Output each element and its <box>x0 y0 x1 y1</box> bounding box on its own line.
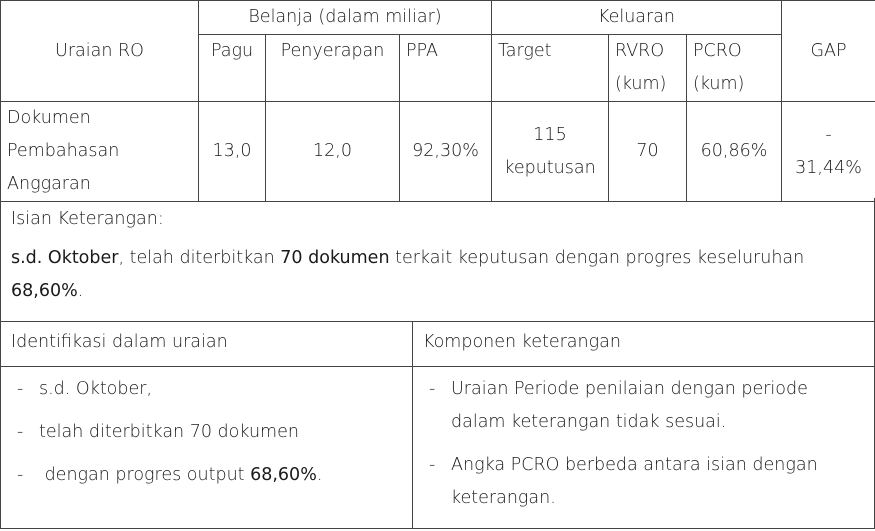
item-text: telah diterbitkan 70 dokumen <box>39 422 299 442</box>
dash-marker: - <box>429 379 436 399</box>
cell-gap <box>782 102 875 202</box>
uraian-line-2: Pembahasan <box>7 141 120 161</box>
header-pcro-label: PCRO <box>693 41 742 61</box>
cell-target <box>492 102 609 202</box>
item-text: Uraian Periode penilaian dengan periode dalam keterangan tidak sesuai. <box>451 379 808 432</box>
list-item <box>11 459 402 492</box>
cell-pagu: 13,0 <box>199 102 266 202</box>
note-progress: 68,60% <box>11 281 78 301</box>
identifikasi-list <box>1 367 412 508</box>
gap-line-1: - <box>825 124 832 145</box>
komponen-header: Komponen keterangan <box>413 322 874 367</box>
dash-marker: - <box>429 455 436 475</box>
dash-marker: - <box>17 465 24 485</box>
header-rvro-label: RVRO <box>615 41 665 61</box>
header-target: Target <box>492 35 609 102</box>
cell-uraian <box>1 102 199 202</box>
cell-rvro: 70 <box>609 102 687 202</box>
header-uraian: Uraian RO <box>1 1 199 102</box>
note-count: 70 dokumen <box>280 248 390 268</box>
item-text-post: . <box>316 465 323 485</box>
cell-pcro: 60,86% <box>687 102 782 202</box>
uraian-line-1: Dokumen <box>7 108 91 128</box>
target-line-2: keputusan <box>504 157 596 178</box>
note-text-4: terkait keputusan dengan progres keseluruhan <box>389 248 805 268</box>
item-text <box>39 459 402 492</box>
dash-marker: - <box>17 379 24 399</box>
item-text: s.d. Oktober, <box>39 379 153 399</box>
komponen-list <box>413 367 874 531</box>
isian-keterangan <box>0 198 875 322</box>
list-item <box>423 449 864 515</box>
note-text <box>11 242 864 308</box>
item-text-pre: dengan progres output <box>44 465 251 485</box>
list-item <box>11 373 402 406</box>
identifikasi-column <box>1 322 413 528</box>
target-line-1: 115 <box>533 124 567 145</box>
note-period: s.d. Oktober <box>11 248 119 268</box>
list-item <box>423 373 864 439</box>
note-text-6: . <box>77 281 84 301</box>
note-label: Isian Keterangan: <box>11 209 164 229</box>
header-pcro <box>687 35 782 102</box>
dash-marker: - <box>17 422 24 442</box>
header-rvro <box>609 35 687 102</box>
header-belanja: Belanja (dalam miliar) <box>199 1 492 35</box>
list-item <box>11 416 402 449</box>
header-ppa: PPA <box>400 35 492 102</box>
uraian-line-3: Anggaran <box>7 174 91 194</box>
cell-penyerapan: 12,0 <box>266 102 400 202</box>
header-gap: GAP <box>782 1 875 102</box>
realisasi-table <box>0 0 875 202</box>
note-text-2: , telah diterbitkan <box>118 248 281 268</box>
analysis-table <box>0 322 875 529</box>
identifikasi-header: Identifikasi dalam uraian <box>1 322 412 367</box>
komponen-column <box>413 322 874 528</box>
header-rvro-sub: (kum) <box>615 74 667 94</box>
header-pcro-sub: (kum) <box>693 74 745 94</box>
cell-ppa: 92,30% <box>400 102 492 202</box>
item-text: Angka PCRO berbeda antara isian dengan keterangan. <box>451 455 818 508</box>
header-penyerapan: Penyerapan <box>266 35 400 102</box>
header-pagu: Pagu <box>199 35 266 102</box>
header-keluaran: Keluaran <box>492 1 782 35</box>
item-text-bold: 68,60% <box>250 465 317 485</box>
gap-line-2: 31,44% <box>795 157 862 178</box>
